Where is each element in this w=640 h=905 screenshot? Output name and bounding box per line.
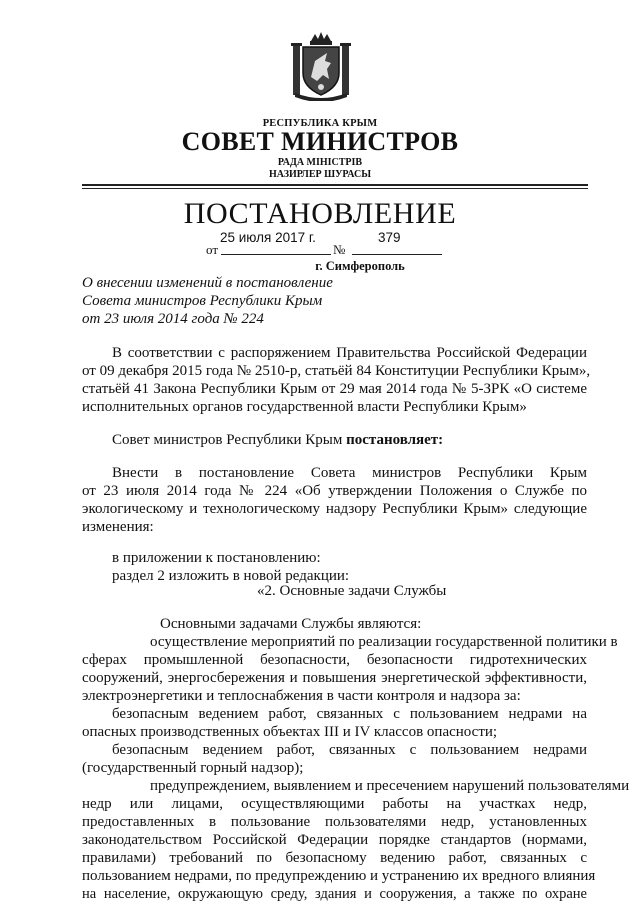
decree-date-number-line [206,230,446,260]
city-name: г. Симферополь [315,259,405,273]
subject-line: от 23 июля 2014 года № 224 [82,311,264,327]
body-line: опасных производственных объектах III и IV классов опасности; [82,724,498,740]
council-title-ukrainian: РАДА МІНІСТРІВ [277,157,363,168]
council-title: СОВЕТ МИНИСТРОВ [181,127,459,156]
number-underline [352,254,442,255]
resolution-keyword: постановляет: [346,432,444,448]
body-line: правилами) требований по безопасному ведению работ, связанных с [82,850,587,866]
subject-line: О внесении изменений в постановление [82,275,333,291]
resolution-line [112,432,443,449]
council-title-crimean-tatar: НАЗИРЛЕР ШУРАСЫ [268,169,372,180]
body-line: от 23 июля 2014 года № 224 «Об утверждении Положения о Службе по [82,483,587,499]
body-line: предоставленных в пользование пользователями недр, установленных [82,814,587,830]
document-type-title: ПОСТАНОВЛЕНИЕ [183,197,457,230]
body-line: раздел 2 изложить в новой редакции: [112,568,350,584]
body-line: Внести в постановление Совета министров Республики Крым [112,465,587,481]
body-line: осуществление мероприятий по реализации государственной политики в [150,634,618,650]
header-divider-thin [82,188,588,189]
from-label: от [206,242,219,257]
body-line: предупреждением, выявлением и пресечением нарушений пользователями [150,778,630,794]
body-line: от 09 декабря 2015 года № 2510-р, статьёй 84 Конституции Республики Крым», [82,363,591,379]
body-line: на население, окружающую среду, здания и сооружения, а также по охране [82,886,587,902]
body-line: сферах промышленной безопасности, безопасности гидротехнических [82,652,587,668]
body-line: недр или лицами, осуществляющими работы на участках недр, [82,796,587,812]
body-line: В соответствии с распоряжением Правительства Российской Федерации [112,345,587,361]
body-line: исполнительных органов государственной власти Республики Крым» [82,399,527,415]
decree-number: 379 [378,230,401,245]
body-line: Основными задачами Службы являются: [160,616,422,632]
subject-line: Совета министров Республики Крым [82,293,323,309]
number-sign-label: № [333,242,346,257]
body-line: пользованием недрами, по предупреждению и устранению их вредного влияния [82,868,596,884]
body-line: законодательством Российской Федерации порядке стандартов (нормами, [82,832,587,848]
decree-date: 25 июля 2017 г. [220,230,316,245]
body-line: изменения: [82,519,154,535]
body-line: статьёй 41 Закона Республики Крым от 29 мая 2014 года № 5-ЗРК «О системе [82,381,587,397]
date-underline [221,254,331,255]
body-line: электроэнергетики и теплоснабжения в части контроля и надзора за: [82,688,521,704]
republic-name: РЕСПУБЛИКА КРЫМ [262,118,378,129]
section-heading: «2. Основные задачи Службы [257,583,447,599]
header-divider-thick [82,184,588,186]
crimea-coat-of-arms-icon [289,31,353,101]
body-line: безопасным ведением работ, связанных с пользованием недрами [112,742,587,758]
body-line: в приложении к постановлению: [112,550,321,566]
body-line: сооружений, энергосбережения и повышения энергетической эффективности, [82,670,587,686]
resolution-text: Совет министров Республики Крым [112,432,347,448]
body-line: экологическому и технологическому надзору Республики Крым» следующие [82,501,587,517]
body-line: безопасным ведением работ, связанных с пользованием недрами на [112,706,587,722]
body-line: (государственный горный надзор); [82,760,304,776]
